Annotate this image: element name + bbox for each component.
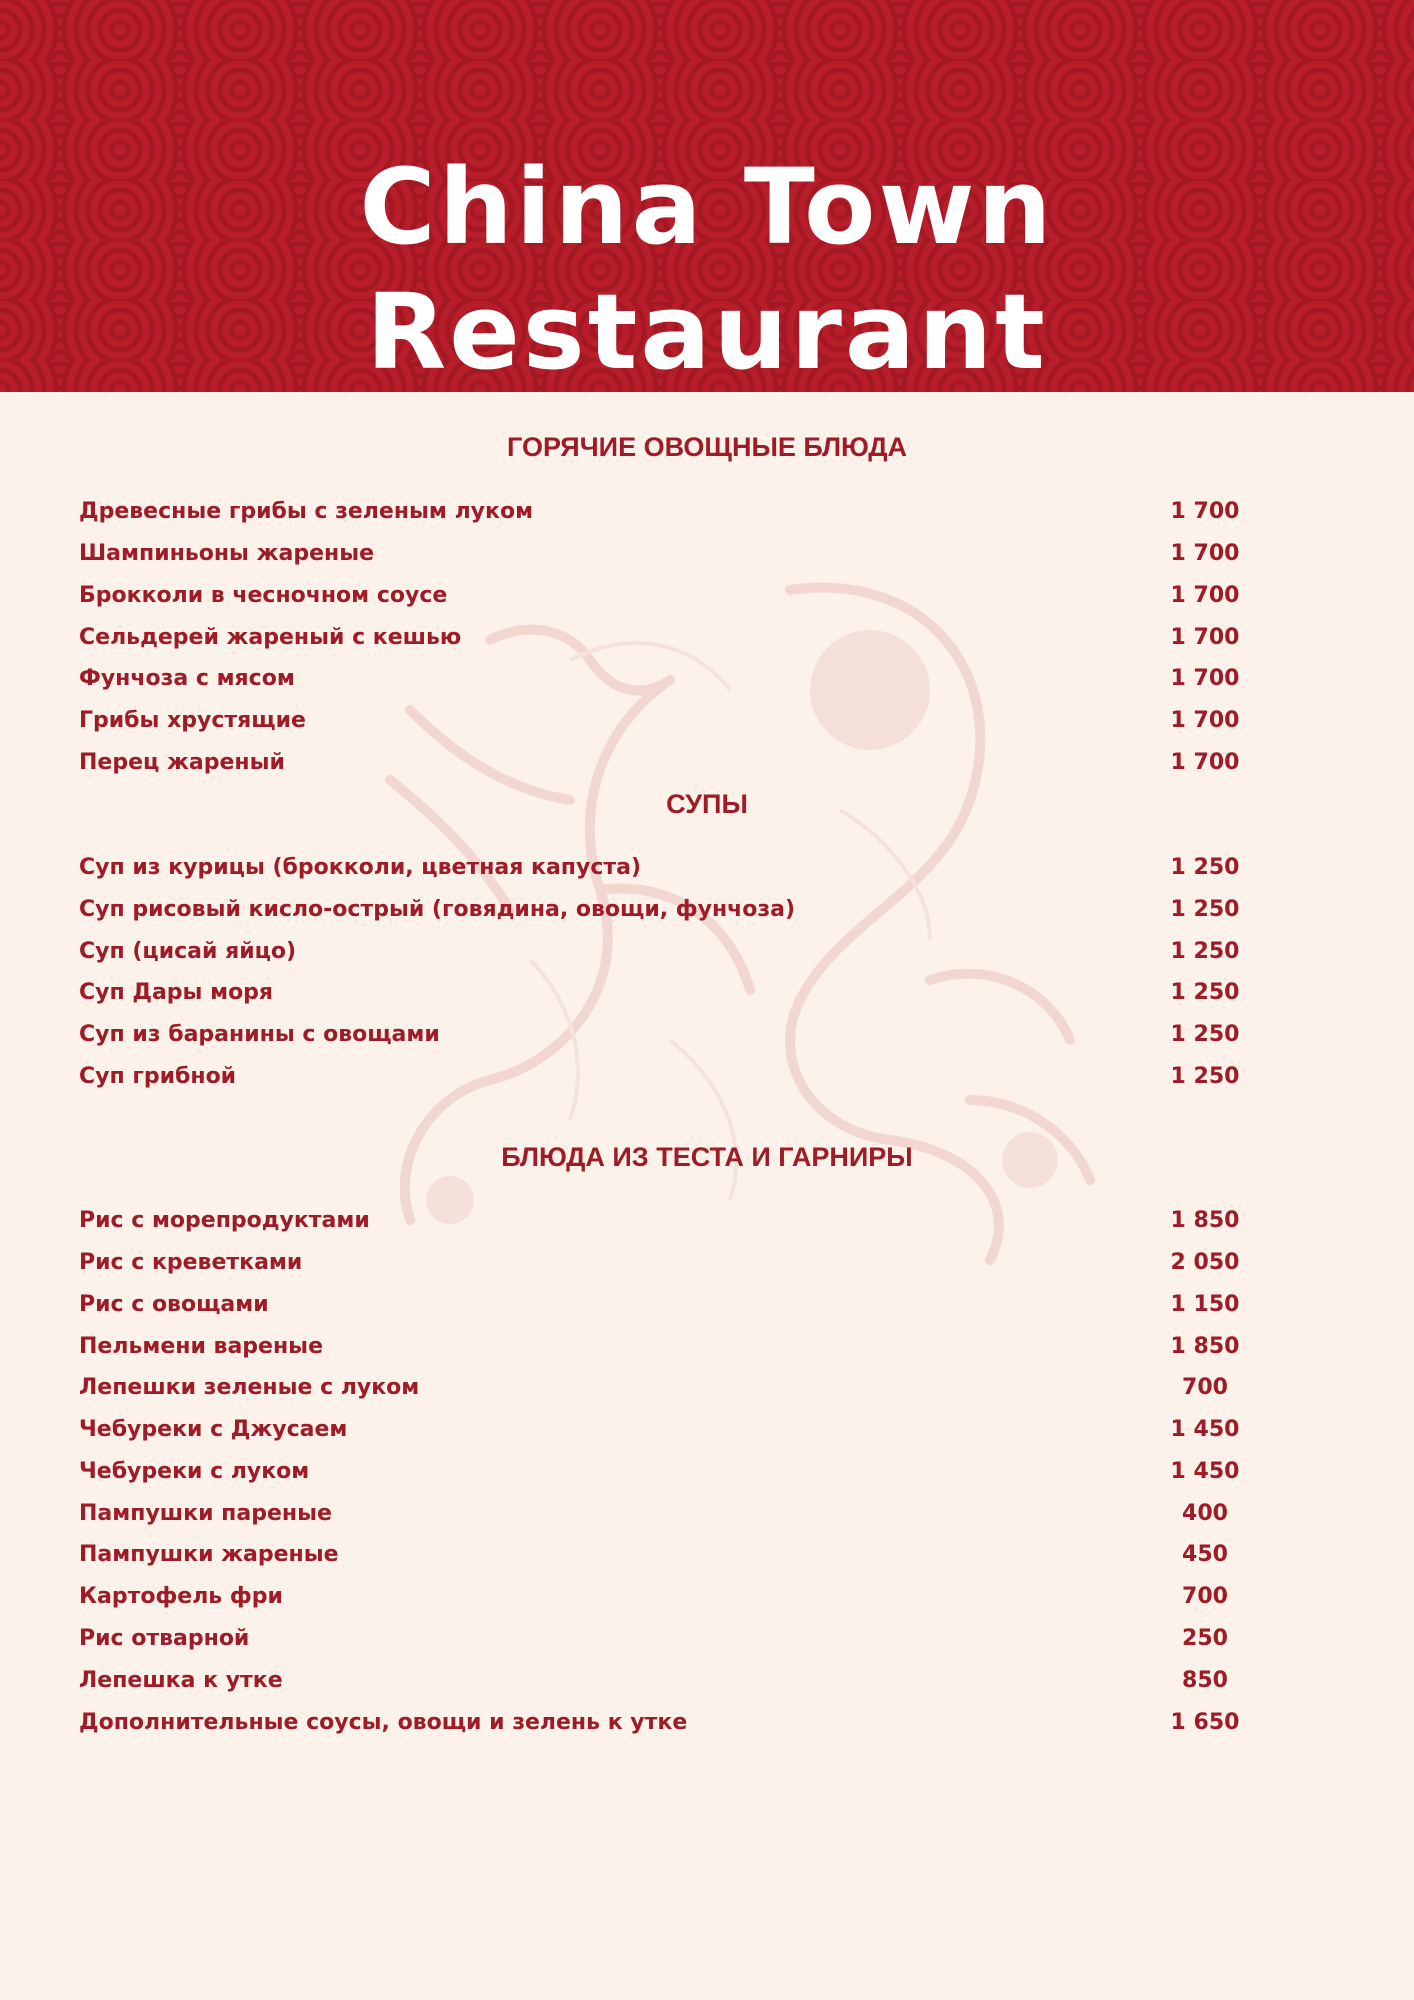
item-name: Фунчоза с мясом (79, 666, 295, 691)
item-name: Суп Дары моря (79, 980, 274, 1005)
item-name: Лепешка к утке (79, 1668, 283, 1693)
item-name: Чебуреки с луком (79, 1459, 310, 1484)
menu-item (79, 1626, 1259, 1656)
menu-item (79, 897, 1259, 927)
item-name: Рис с креветками (79, 1250, 303, 1275)
item-name: Суп рисовый кисло-острый (говядина, овощи, фунчоза) (79, 897, 796, 922)
item-name: Картофель фри (79, 1584, 283, 1609)
item-price: 1 700 (1170, 499, 1240, 524)
item-price: 700 (1182, 1375, 1228, 1400)
menu-item (79, 980, 1259, 1010)
item-price: 250 (1182, 1626, 1228, 1651)
item-name: Суп из баранины с овощами (79, 1022, 440, 1047)
item-price: 1 250 (1170, 980, 1240, 1005)
item-price: 1 700 (1170, 708, 1240, 733)
menu-item (79, 1334, 1259, 1364)
item-price: 1 700 (1170, 625, 1240, 650)
item-name: Рис с овощами (79, 1292, 269, 1317)
item-name: Шампиньоны жареные (79, 541, 375, 566)
item-price: 1 700 (1170, 750, 1240, 775)
item-price: 1 250 (1170, 897, 1240, 922)
item-price: 700 (1182, 1584, 1228, 1609)
item-price: 1 850 (1170, 1208, 1240, 1233)
menu-item (79, 583, 1259, 613)
menu-item (79, 1459, 1259, 1489)
menu-item (79, 1292, 1259, 1322)
section-title-hot-vegetables: ГОРЯЧИЕ ОВОЩНЫЕ БЛЮДА (507, 432, 907, 462)
item-price: 1 850 (1170, 1334, 1240, 1359)
menu-item (79, 1584, 1259, 1614)
item-name: Суп из курицы (брокколи, цветная капуста) (79, 855, 642, 880)
item-price: 1 650 (1170, 1710, 1240, 1735)
menu-item (79, 750, 1259, 780)
menu-item (79, 1417, 1259, 1447)
item-name: Пельмени вареные (79, 1334, 323, 1359)
item-name: Перец жареный (79, 750, 285, 775)
restaurant-title: China Town Restaurant (359, 146, 1055, 392)
item-price: 1 250 (1170, 1022, 1240, 1047)
item-price: 1 450 (1170, 1417, 1240, 1442)
item-price: 1 700 (1170, 541, 1240, 566)
item-price: 1 700 (1170, 583, 1240, 608)
menu-item (79, 1710, 1259, 1740)
item-name: Древесные грибы с зеленым луком (79, 499, 534, 524)
item-price: 850 (1182, 1668, 1228, 1693)
menu-item (79, 939, 1259, 969)
menu-item (79, 1542, 1259, 1572)
item-name: Суп грибной (79, 1064, 237, 1089)
section-title-soups: СУПЫ (666, 789, 748, 819)
item-price: 450 (1182, 1542, 1228, 1567)
item-name: Чебуреки с Джусаем (79, 1417, 348, 1442)
item-price: 1 700 (1170, 666, 1240, 691)
menu-item (79, 1375, 1259, 1405)
menu-item (79, 708, 1259, 738)
item-name: Брокколи в чесночном соусе (79, 583, 448, 608)
item-price: 2 050 (1170, 1250, 1240, 1275)
menu-item (79, 1250, 1259, 1280)
menu-item (79, 1501, 1259, 1531)
menu-item (79, 1208, 1259, 1238)
item-price: 1 250 (1170, 855, 1240, 880)
menu-item (79, 1064, 1259, 1094)
item-name: Рис с морепродуктами (79, 1208, 370, 1233)
menu-item (79, 666, 1259, 696)
item-name: Сельдерей жареный с кешью (79, 625, 462, 650)
menu-item (79, 625, 1259, 655)
item-name: Лепешки зеленые с луком (79, 1375, 420, 1400)
item-name: Грибы хрустящие (79, 708, 306, 733)
item-name: Рис отварной (79, 1626, 250, 1651)
menu-item (79, 1668, 1259, 1698)
menu-item (79, 541, 1259, 571)
item-price: 1 450 (1170, 1459, 1240, 1484)
menu-item (79, 1022, 1259, 1052)
item-price: 1 150 (1170, 1292, 1240, 1317)
section-title-dough-and-sides: БЛЮДА ИЗ ТЕСТА И ГАРНИРЫ (501, 1142, 913, 1172)
item-price: 400 (1182, 1501, 1228, 1526)
item-name: Суп (цисай яйцо) (79, 939, 297, 964)
item-price: 1 250 (1170, 1064, 1240, 1089)
header-banner (0, 0, 1414, 392)
menu-item (79, 855, 1259, 885)
item-name: Пампушки жареные (79, 1542, 339, 1567)
item-price: 1 250 (1170, 939, 1240, 964)
item-name: Дополнительные соусы, овощи и зелень к утке (79, 1710, 688, 1735)
item-name: Пампушки пареные (79, 1501, 332, 1526)
menu-item (79, 499, 1259, 529)
